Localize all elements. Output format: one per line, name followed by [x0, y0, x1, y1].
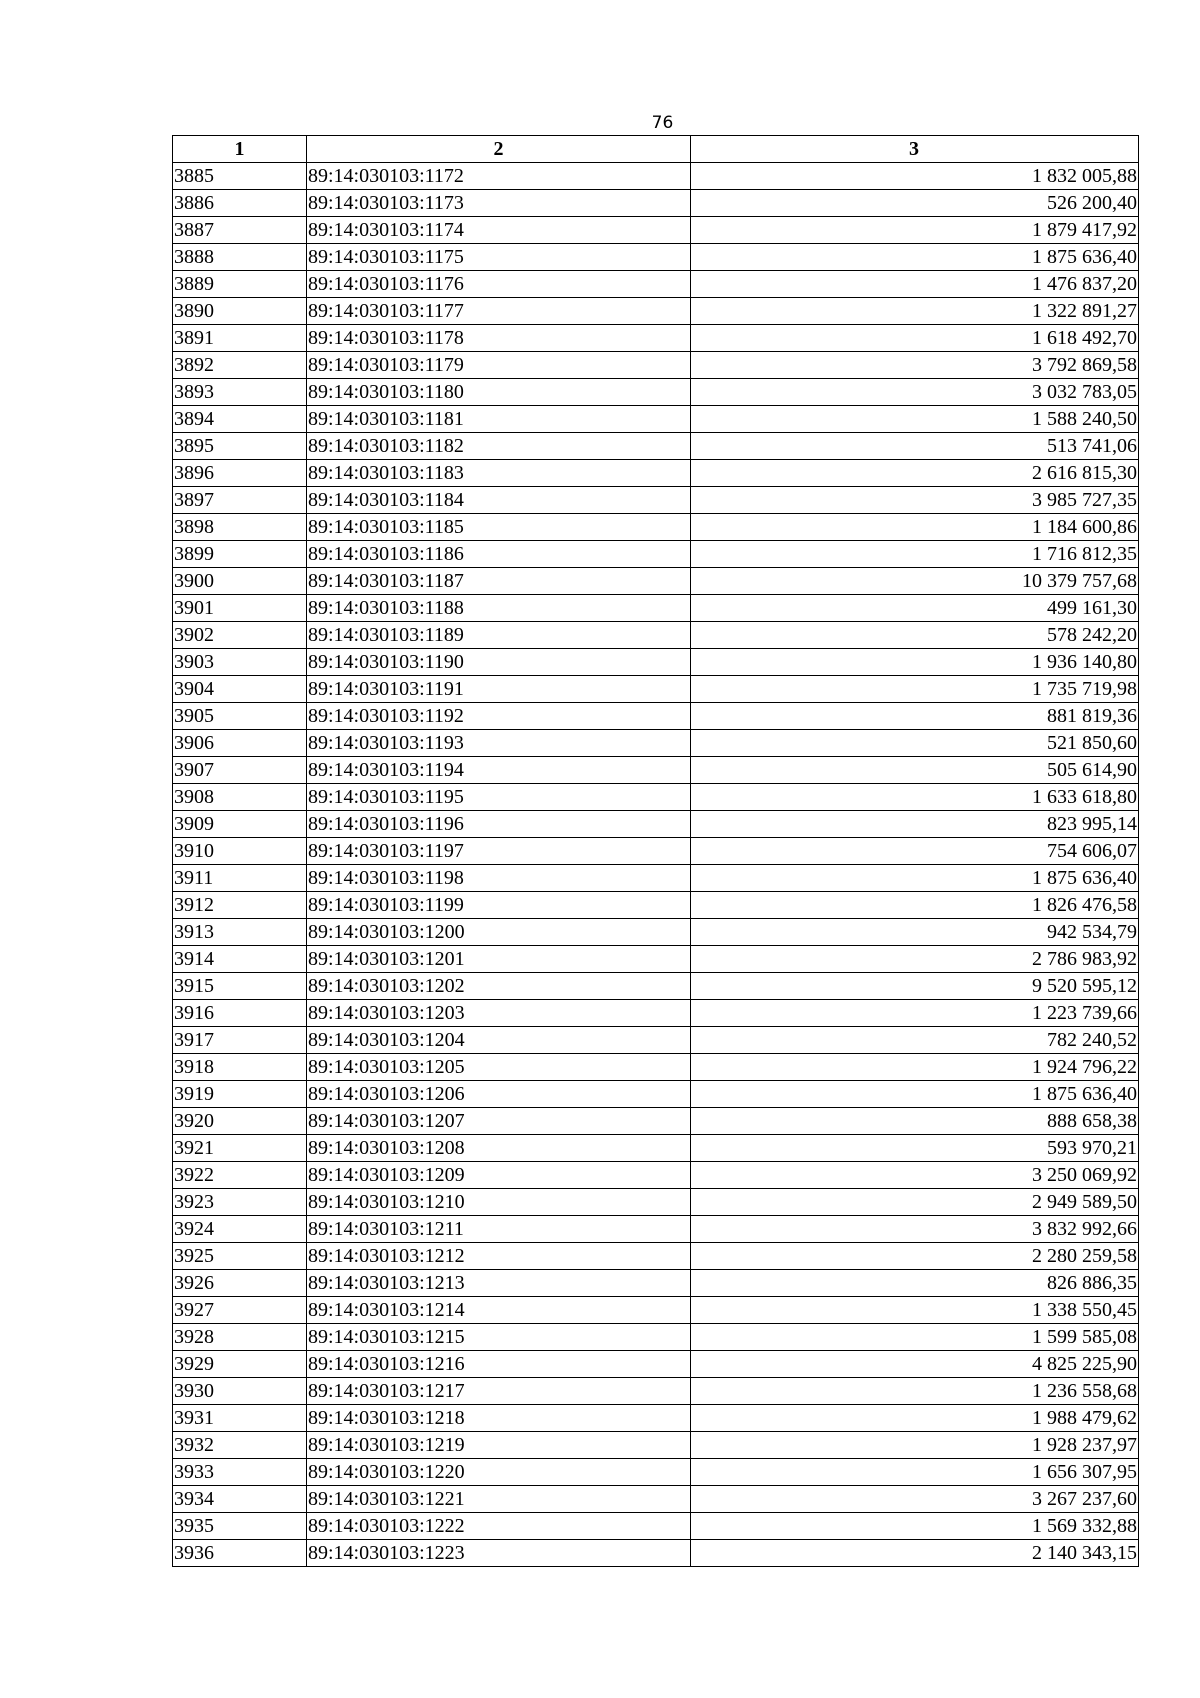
cadastral-number-cell: 89:14:030103:1200 — [307, 919, 691, 946]
cadastral-number-cell: 89:14:030103:1203 — [307, 1000, 691, 1027]
cadastral-number-cell: 89:14:030103:1196 — [307, 811, 691, 838]
table-row — [173, 919, 1139, 946]
cadastral-number-cell: 89:14:030103:1204 — [307, 1027, 691, 1054]
cadastral-number-cell: 89:14:030103:1221 — [307, 1486, 691, 1513]
row-number-cell: 3893 — [173, 379, 307, 406]
row-number-cell: 3934 — [173, 1486, 307, 1513]
table-row — [173, 1486, 1139, 1513]
row-number-cell: 3901 — [173, 595, 307, 622]
cadastral-number-cell: 89:14:030103:1187 — [307, 568, 691, 595]
page-number: 76 — [651, 113, 674, 133]
row-number-cell: 3917 — [173, 1027, 307, 1054]
amount-cell: 1 588 240,50 — [691, 406, 1139, 433]
table-row — [173, 460, 1139, 487]
row-number-cell: 3897 — [173, 487, 307, 514]
amount-cell: 823 995,14 — [691, 811, 1139, 838]
amount-cell: 521 850,60 — [691, 730, 1139, 757]
column-header-1: 1 — [173, 136, 307, 163]
cadastral-number-cell: 89:14:030103:1216 — [307, 1351, 691, 1378]
row-number-cell: 3936 — [173, 1540, 307, 1567]
table-row — [173, 325, 1139, 352]
row-number-cell: 3898 — [173, 514, 307, 541]
cadastral-number-cell: 89:14:030103:1176 — [307, 271, 691, 298]
cadastral-number-cell: 89:14:030103:1212 — [307, 1243, 691, 1270]
row-number-cell: 3890 — [173, 298, 307, 325]
table-row — [173, 298, 1139, 325]
cadastral-number-cell: 89:14:030103:1198 — [307, 865, 691, 892]
cadastral-number-cell: 89:14:030103:1208 — [307, 1135, 691, 1162]
cadastral-number-cell: 89:14:030103:1202 — [307, 973, 691, 1000]
row-number-cell: 3899 — [173, 541, 307, 568]
cadastral-number-cell: 89:14:030103:1174 — [307, 217, 691, 244]
table-row — [173, 487, 1139, 514]
table-row — [173, 541, 1139, 568]
amount-cell: 1 924 796,22 — [691, 1054, 1139, 1081]
table-row — [173, 649, 1139, 676]
amount-cell: 499 161,30 — [691, 595, 1139, 622]
row-number-cell: 3911 — [173, 865, 307, 892]
row-number-cell: 3928 — [173, 1324, 307, 1351]
row-number-cell: 3900 — [173, 568, 307, 595]
table-row — [173, 1189, 1139, 1216]
table-row — [173, 244, 1139, 271]
amount-cell: 2 949 589,50 — [691, 1189, 1139, 1216]
cadastral-number-cell: 89:14:030103:1222 — [307, 1513, 691, 1540]
table-row — [173, 973, 1139, 1000]
row-number-cell: 3891 — [173, 325, 307, 352]
amount-cell: 1 599 585,08 — [691, 1324, 1139, 1351]
row-number-cell: 3886 — [173, 190, 307, 217]
row-number-cell: 3908 — [173, 784, 307, 811]
cadastral-number-cell: 89:14:030103:1189 — [307, 622, 691, 649]
cadastral-number-cell: 89:14:030103:1223 — [307, 1540, 691, 1567]
amount-cell: 1 656 307,95 — [691, 1459, 1139, 1486]
row-number-cell: 3922 — [173, 1162, 307, 1189]
amount-cell: 526 200,40 — [691, 190, 1139, 217]
table-row — [173, 1297, 1139, 1324]
column-header-3: 3 — [691, 136, 1139, 163]
cadastral-number-cell: 89:14:030103:1193 — [307, 730, 691, 757]
row-number-cell: 3916 — [173, 1000, 307, 1027]
table-row — [173, 379, 1139, 406]
amount-cell: 1 338 550,45 — [691, 1297, 1139, 1324]
amount-cell: 1 875 636,40 — [691, 865, 1139, 892]
row-number-cell: 3924 — [173, 1216, 307, 1243]
table-row — [173, 568, 1139, 595]
row-number-cell: 3931 — [173, 1405, 307, 1432]
table-row — [173, 676, 1139, 703]
amount-cell: 1 236 558,68 — [691, 1378, 1139, 1405]
amount-cell: 754 606,07 — [691, 838, 1139, 865]
amount-cell: 888 658,38 — [691, 1108, 1139, 1135]
cadastral-number-cell: 89:14:030103:1185 — [307, 514, 691, 541]
amount-cell: 3 032 783,05 — [691, 379, 1139, 406]
amount-cell: 2 280 259,58 — [691, 1243, 1139, 1270]
amount-cell: 9 520 595,12 — [691, 973, 1139, 1000]
amount-cell: 1 223 739,66 — [691, 1000, 1139, 1027]
amount-cell: 3 250 069,92 — [691, 1162, 1139, 1189]
cadastral-number-cell: 89:14:030103:1190 — [307, 649, 691, 676]
amount-cell: 1 875 636,40 — [691, 244, 1139, 271]
cadastral-number-cell: 89:14:030103:1177 — [307, 298, 691, 325]
table-row — [173, 1243, 1139, 1270]
cadastral-number-cell: 89:14:030103:1206 — [307, 1081, 691, 1108]
table-row — [173, 595, 1139, 622]
table-row — [173, 1081, 1139, 1108]
cadastral-number-cell: 89:14:030103:1218 — [307, 1405, 691, 1432]
amount-cell: 1 928 237,97 — [691, 1432, 1139, 1459]
row-number-cell: 3926 — [173, 1270, 307, 1297]
table-row — [173, 811, 1139, 838]
table-row — [173, 892, 1139, 919]
row-number-cell: 3929 — [173, 1351, 307, 1378]
cadastral-number-cell: 89:14:030103:1209 — [307, 1162, 691, 1189]
amount-cell: 1 735 719,98 — [691, 676, 1139, 703]
row-number-cell: 3889 — [173, 271, 307, 298]
row-number-cell: 3918 — [173, 1054, 307, 1081]
table-row — [173, 946, 1139, 973]
row-number-cell: 3906 — [173, 730, 307, 757]
row-number-cell: 3913 — [173, 919, 307, 946]
amount-cell: 1 832 005,88 — [691, 163, 1139, 190]
table-row — [173, 1351, 1139, 1378]
row-number-cell: 3912 — [173, 892, 307, 919]
amount-cell: 1 879 417,92 — [691, 217, 1139, 244]
table-row — [173, 865, 1139, 892]
table-row — [173, 1216, 1139, 1243]
cadastral-number-cell: 89:14:030103:1213 — [307, 1270, 691, 1297]
cadastral-number-cell: 89:14:030103:1211 — [307, 1216, 691, 1243]
table-row — [173, 730, 1139, 757]
cadastral-number-cell: 89:14:030103:1175 — [307, 244, 691, 271]
table-row — [173, 1027, 1139, 1054]
amount-cell: 10 379 757,68 — [691, 568, 1139, 595]
amount-cell: 593 970,21 — [691, 1135, 1139, 1162]
amount-cell: 881 819,36 — [691, 703, 1139, 730]
amount-cell: 505 614,90 — [691, 757, 1139, 784]
column-header-2: 2 — [307, 136, 691, 163]
row-number-cell: 3895 — [173, 433, 307, 460]
cadastral-number-cell: 89:14:030103:1186 — [307, 541, 691, 568]
row-number-cell: 3933 — [173, 1459, 307, 1486]
cadastral-number-cell: 89:14:030103:1179 — [307, 352, 691, 379]
registry-table — [172, 135, 1139, 1567]
amount-cell: 1 826 476,58 — [691, 892, 1139, 919]
table-row — [173, 784, 1139, 811]
amount-cell: 782 240,52 — [691, 1027, 1139, 1054]
row-number-cell: 3902 — [173, 622, 307, 649]
table-row — [173, 1108, 1139, 1135]
row-number-cell: 3910 — [173, 838, 307, 865]
row-number-cell: 3920 — [173, 1108, 307, 1135]
cadastral-number-cell: 89:14:030103:1172 — [307, 163, 691, 190]
row-number-cell: 3885 — [173, 163, 307, 190]
amount-cell: 2 786 983,92 — [691, 946, 1139, 973]
amount-cell: 1 633 618,80 — [691, 784, 1139, 811]
row-number-cell: 3921 — [173, 1135, 307, 1162]
cadastral-number-cell: 89:14:030103:1188 — [307, 595, 691, 622]
amount-cell: 1 936 140,80 — [691, 649, 1139, 676]
cadastral-number-cell: 89:14:030103:1210 — [307, 1189, 691, 1216]
row-number-cell: 3930 — [173, 1378, 307, 1405]
row-number-cell: 3925 — [173, 1243, 307, 1270]
row-number-cell: 3894 — [173, 406, 307, 433]
amount-cell: 1 988 479,62 — [691, 1405, 1139, 1432]
table-row — [173, 1054, 1139, 1081]
row-number-cell: 3907 — [173, 757, 307, 784]
table-row — [173, 1324, 1139, 1351]
row-number-cell: 3919 — [173, 1081, 307, 1108]
table-row — [173, 1162, 1139, 1189]
amount-cell: 3 792 869,58 — [691, 352, 1139, 379]
amount-cell: 1 184 600,86 — [691, 514, 1139, 541]
cadastral-number-cell: 89:14:030103:1181 — [307, 406, 691, 433]
table-row — [173, 406, 1139, 433]
amount-cell: 1 618 492,70 — [691, 325, 1139, 352]
amount-cell: 1 716 812,35 — [691, 541, 1139, 568]
row-number-cell: 3887 — [173, 217, 307, 244]
row-number-cell: 3915 — [173, 973, 307, 1000]
row-number-cell: 3896 — [173, 460, 307, 487]
table-row — [173, 703, 1139, 730]
table-row — [173, 163, 1139, 190]
table-row — [173, 1540, 1139, 1567]
amount-cell: 513 741,06 — [691, 433, 1139, 460]
amount-cell: 2 616 815,30 — [691, 460, 1139, 487]
row-number-cell: 3914 — [173, 946, 307, 973]
table-row — [173, 433, 1139, 460]
cadastral-number-cell: 89:14:030103:1192 — [307, 703, 691, 730]
amount-cell: 1 875 636,40 — [691, 1081, 1139, 1108]
table-row — [173, 1459, 1139, 1486]
table-row — [173, 190, 1139, 217]
table-row — [173, 352, 1139, 379]
amount-cell: 1 569 332,88 — [691, 1513, 1139, 1540]
cadastral-number-cell: 89:14:030103:1184 — [307, 487, 691, 514]
cadastral-number-cell: 89:14:030103:1194 — [307, 757, 691, 784]
cadastral-number-cell: 89:14:030103:1182 — [307, 433, 691, 460]
table-row — [173, 622, 1139, 649]
cadastral-number-cell: 89:14:030103:1215 — [307, 1324, 691, 1351]
amount-cell: 1 322 891,27 — [691, 298, 1139, 325]
cadastral-number-cell: 89:14:030103:1199 — [307, 892, 691, 919]
table-row — [173, 1135, 1139, 1162]
row-number-cell: 3892 — [173, 352, 307, 379]
amount-cell: 4 825 225,90 — [691, 1351, 1139, 1378]
cadastral-number-cell: 89:14:030103:1180 — [307, 379, 691, 406]
row-number-cell: 3923 — [173, 1189, 307, 1216]
cadastral-number-cell: 89:14:030103:1195 — [307, 784, 691, 811]
cadastral-number-cell: 89:14:030103:1178 — [307, 325, 691, 352]
table-row — [173, 1270, 1139, 1297]
amount-cell: 942 534,79 — [691, 919, 1139, 946]
table-body — [173, 163, 1139, 1567]
cadastral-number-cell: 89:14:030103:1201 — [307, 946, 691, 973]
amount-cell: 3 832 992,66 — [691, 1216, 1139, 1243]
row-number-cell: 3927 — [173, 1297, 307, 1324]
row-number-cell: 3935 — [173, 1513, 307, 1540]
cadastral-number-cell: 89:14:030103:1173 — [307, 190, 691, 217]
cadastral-number-cell: 89:14:030103:1220 — [307, 1459, 691, 1486]
cadastral-number-cell: 89:14:030103:1207 — [307, 1108, 691, 1135]
table-row — [173, 217, 1139, 244]
table-row — [173, 1513, 1139, 1540]
row-number-cell: 3909 — [173, 811, 307, 838]
table-row — [173, 514, 1139, 541]
cadastral-number-cell: 89:14:030103:1191 — [307, 676, 691, 703]
amount-cell: 826 886,35 — [691, 1270, 1139, 1297]
cadastral-number-cell: 89:14:030103:1219 — [307, 1432, 691, 1459]
cadastral-number-cell: 89:14:030103:1217 — [307, 1378, 691, 1405]
table-row — [173, 757, 1139, 784]
table-row — [173, 1432, 1139, 1459]
cadastral-number-cell: 89:14:030103:1183 — [307, 460, 691, 487]
table-row — [173, 1378, 1139, 1405]
cadastral-number-cell: 89:14:030103:1197 — [307, 838, 691, 865]
header-row — [173, 136, 1139, 163]
row-number-cell: 3903 — [173, 649, 307, 676]
amount-cell: 3 985 727,35 — [691, 487, 1139, 514]
amount-cell: 578 242,20 — [691, 622, 1139, 649]
row-number-cell: 3932 — [173, 1432, 307, 1459]
amount-cell: 3 267 237,60 — [691, 1486, 1139, 1513]
cadastral-number-cell: 89:14:030103:1205 — [307, 1054, 691, 1081]
cadastral-number-cell: 89:14:030103:1214 — [307, 1297, 691, 1324]
amount-cell: 2 140 343,15 — [691, 1540, 1139, 1567]
row-number-cell: 3904 — [173, 676, 307, 703]
row-number-cell: 3905 — [173, 703, 307, 730]
table-row — [173, 1000, 1139, 1027]
table-row — [173, 271, 1139, 298]
amount-cell: 1 476 837,20 — [691, 271, 1139, 298]
row-number-cell: 3888 — [173, 244, 307, 271]
table-row — [173, 1405, 1139, 1432]
table-row — [173, 838, 1139, 865]
